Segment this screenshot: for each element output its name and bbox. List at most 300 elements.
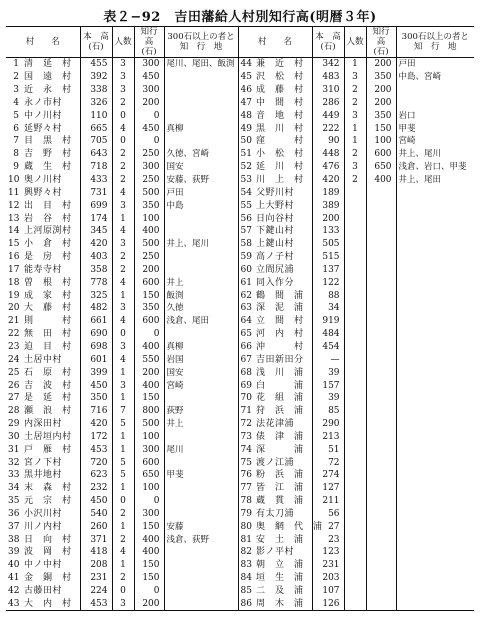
- village-name: 皆 江 浦: [256, 483, 304, 494]
- holders-value: [164, 546, 238, 559]
- ninzu-value: 3: [112, 58, 134, 71]
- kokudaka-value: 716: [80, 405, 112, 418]
- header-kokudaka: 本 高 (石): [312, 27, 344, 58]
- village-name: 中ノ川村: [24, 110, 63, 121]
- holders-value: [164, 71, 238, 84]
- holders-value: [396, 597, 474, 610]
- kokudaka-value: 157: [312, 379, 344, 392]
- holders-value: 国安: [164, 161, 238, 174]
- holders-value: 井上、尾川: [164, 238, 238, 251]
- ninzu-value: [344, 482, 366, 495]
- chigyo-value: 600: [366, 148, 396, 161]
- kokudaka-value: 172: [80, 430, 112, 443]
- table-row: [6, 302, 474, 315]
- village-name: 上大野村: [256, 200, 295, 211]
- chigyo-value: 150: [134, 289, 164, 302]
- village-name: 法花津浦: [256, 419, 295, 430]
- row-number: 38: [8, 534, 20, 545]
- row-number: 21: [8, 316, 20, 327]
- chigyo-value: [366, 533, 396, 546]
- holders-value: 尾川: [164, 443, 238, 456]
- kokudaka-value: 698: [80, 341, 112, 354]
- holders-value: [396, 199, 474, 212]
- table-row: [6, 585, 474, 598]
- row-number: 81: [238, 533, 254, 546]
- kokudaka-value: 338: [80, 84, 112, 97]
- chigyo-value: 400: [134, 379, 164, 392]
- row-number: 51: [238, 148, 254, 161]
- holders-value: 戸田: [164, 186, 238, 199]
- kokudaka-value: 778: [80, 276, 112, 289]
- chigyo-value: 450: [134, 71, 164, 84]
- chigyo-value: [366, 238, 396, 251]
- village-name: 川ノ内村: [24, 521, 63, 532]
- ninzu-value: [344, 469, 366, 482]
- ninzu-value: 4: [112, 353, 134, 366]
- village-name: 国 遠 村: [24, 72, 72, 83]
- ninzu-value: [344, 418, 366, 431]
- row-number: 67: [238, 353, 254, 366]
- chigyo-value: 600: [134, 315, 164, 328]
- village-name: 垣 生 浦: [256, 573, 304, 584]
- row-number: 52: [238, 161, 254, 174]
- row-number: 19: [8, 290, 20, 301]
- holders-value: [396, 315, 474, 328]
- village-name: 延野々村: [24, 123, 63, 134]
- holders-value: [396, 212, 474, 225]
- holders-value: [396, 469, 474, 482]
- chigyo-value: 0: [134, 135, 164, 148]
- table-row: [6, 122, 474, 135]
- row-number: 60: [238, 264, 254, 277]
- table-row: [6, 546, 474, 559]
- row-number: 23: [8, 341, 20, 352]
- chigyo-value: [366, 572, 396, 585]
- holders-value: [164, 456, 238, 469]
- holders-value: 久徳: [164, 302, 238, 315]
- row-number: 54: [238, 186, 254, 199]
- table-row: [6, 508, 474, 521]
- village-name: 黒 川 村: [256, 123, 304, 134]
- table-row: [6, 430, 474, 443]
- holders-value: 真柳: [164, 122, 238, 135]
- kokudaka-value: 133: [312, 225, 344, 238]
- holders-value: [396, 572, 474, 585]
- holders-value: [396, 559, 474, 572]
- chigyo-value: 350: [366, 71, 396, 84]
- village-name: 小 倉 村: [24, 239, 72, 250]
- kokudaka-value: 122: [312, 276, 344, 289]
- header-holders: 300石以上の者と 知 行 地: [396, 27, 474, 58]
- kokudaka-value: 389: [312, 199, 344, 212]
- ninzu-value: 3: [344, 71, 366, 84]
- kokudaka-value: 200: [312, 212, 344, 225]
- chigyo-value: 800: [134, 405, 164, 418]
- village-name: 兼 近 村: [256, 59, 304, 70]
- chigyo-value: [366, 546, 396, 559]
- village-name: 是 房 村: [24, 252, 72, 263]
- village-name: 上河原渕村: [24, 226, 72, 237]
- row-number: 31: [8, 444, 20, 455]
- chigyo-value: [366, 482, 396, 495]
- kokudaka-value: 661: [80, 315, 112, 328]
- ninzu-value: 4: [112, 186, 134, 199]
- chigyo-value: [366, 405, 396, 418]
- chigyo-value: 400: [134, 225, 164, 238]
- row-number: 74: [238, 443, 254, 456]
- table-row: [6, 572, 474, 585]
- village-name: 黒井地村: [24, 470, 63, 481]
- chigyo-value: [366, 225, 396, 238]
- ninzu-value: 2: [112, 572, 134, 585]
- ninzu-value: [344, 225, 366, 238]
- village-name: 宮ノ下村: [24, 457, 63, 468]
- kokudaka-value: 27: [312, 520, 344, 533]
- row-number: 22: [8, 329, 20, 340]
- ninzu-value: 3: [112, 341, 134, 354]
- kokudaka-value: 720: [80, 456, 112, 469]
- ninzu-value: 0: [112, 328, 134, 341]
- ninzu-value: [344, 443, 366, 456]
- chigyo-value: 400: [134, 341, 164, 354]
- row-number: 46: [238, 84, 254, 97]
- ninzu-value: 3: [112, 597, 134, 610]
- chigyo-value: 600: [134, 456, 164, 469]
- kokudaka-value: 189: [312, 186, 344, 199]
- holders-value: 井上: [164, 276, 238, 289]
- ninzu-value: 0: [112, 495, 134, 508]
- holders-value: 久徳、宮崎: [164, 148, 238, 161]
- ninzu-value: 2: [344, 174, 366, 187]
- ninzu-value: 2: [112, 251, 134, 264]
- row-number: 78: [238, 495, 254, 508]
- village-name: 清 延 村: [24, 59, 72, 70]
- village-name: 無 田 村: [24, 329, 72, 340]
- row-number: 41: [8, 573, 20, 584]
- row-number: 24: [8, 354, 20, 365]
- kokudaka-value: 420: [80, 238, 112, 251]
- village-name: 中 間 村: [256, 97, 304, 108]
- table-row: [6, 353, 474, 366]
- ninzu-value: 1: [112, 559, 134, 572]
- chigyo-value: [366, 559, 396, 572]
- chigyo-value: 400: [366, 174, 396, 187]
- holders-value: [396, 585, 474, 598]
- table-row: [6, 135, 474, 148]
- ninzu-value: [344, 495, 366, 508]
- holders-value: 甲斐: [396, 122, 474, 135]
- kokudaka-value: 342: [312, 58, 344, 71]
- holders-value: [396, 366, 474, 379]
- kokudaka-value: 718: [80, 161, 112, 174]
- ninzu-value: [344, 585, 366, 598]
- table-row: [6, 276, 474, 289]
- holders-value: [396, 251, 474, 264]
- table-row: [6, 392, 474, 405]
- village-name: 高ノ子村: [256, 252, 295, 263]
- row-number: 4: [13, 97, 19, 108]
- row-number: 76: [238, 469, 254, 482]
- table-row: [6, 71, 474, 84]
- kokudaka-value: 123: [312, 546, 344, 559]
- village-name: 土居中村: [24, 354, 63, 365]
- ninzu-value: [344, 546, 366, 559]
- row-number: 27: [8, 393, 20, 404]
- row-number: 48: [238, 109, 254, 122]
- holders-value: [396, 341, 474, 354]
- chigyo-value: 500: [134, 186, 164, 199]
- ninzu-value: 1: [112, 430, 134, 443]
- kokudaka-value: 231: [80, 572, 112, 585]
- row-number: 55: [238, 199, 254, 212]
- row-number: 83: [238, 559, 254, 572]
- village-name: 金 銅 村: [24, 573, 72, 584]
- ninzu-value: [344, 199, 366, 212]
- holders-value: 岩国: [164, 353, 238, 366]
- row-number: 16: [8, 252, 20, 263]
- village-name: 狩 浜 浦: [256, 406, 304, 417]
- ninzu-value: 1: [112, 482, 134, 495]
- village-name: 沢 松 村: [256, 72, 304, 83]
- ninzu-value: [344, 264, 366, 277]
- village-name: 成 藤 村: [256, 85, 304, 96]
- row-number: 32: [8, 457, 20, 468]
- chigyo-value: [366, 585, 396, 598]
- row-number: 43: [6, 597, 22, 610]
- row-number: 53: [238, 174, 254, 187]
- row-number: 1: [13, 59, 19, 70]
- chigyo-value: 150: [366, 122, 396, 135]
- row-number: 57: [238, 225, 254, 238]
- ninzu-value: 0: [112, 585, 134, 598]
- row-number: 20: [8, 303, 20, 314]
- chigyo-value: 150: [134, 392, 164, 405]
- ninzu-value: 4: [112, 122, 134, 135]
- kokudaka-value: 222: [312, 122, 344, 135]
- holders-value: [396, 405, 474, 418]
- row-number: 56: [238, 212, 254, 225]
- row-number: 44: [238, 58, 254, 71]
- ninzu-value: 3: [112, 379, 134, 392]
- kokudaka-value: 213: [312, 430, 344, 443]
- kokudaka-value: 476: [312, 161, 344, 174]
- village-name: 末 森 村: [24, 483, 72, 494]
- holders-value: 浅倉、岩口、甲斐: [396, 161, 474, 174]
- row-number: 28: [8, 406, 20, 417]
- chigyo-value: [366, 366, 396, 379]
- holders-value: [164, 559, 238, 572]
- kokudaka-value: 433: [80, 174, 112, 187]
- ninzu-value: [344, 392, 366, 405]
- chigyo-value: [366, 353, 396, 366]
- header-village: 村 名: [238, 27, 312, 58]
- ninzu-value: [344, 430, 366, 443]
- chigyo-value: 0: [134, 495, 164, 508]
- kokudaka-value: 286: [312, 97, 344, 110]
- holders-value: 安藤: [164, 520, 238, 533]
- holders-value: 井上: [164, 418, 238, 431]
- chigyo-value: 0: [134, 328, 164, 341]
- kokudaka-value: 126: [312, 597, 344, 610]
- holders-value: [396, 225, 474, 238]
- kokudaka-value: 325: [80, 289, 112, 302]
- ninzu-value: [344, 533, 366, 546]
- table-row: [6, 559, 474, 572]
- village-name: 吉田新田分: [256, 354, 304, 365]
- header-chigyo: 知行高 (石): [134, 27, 164, 58]
- village-name: 出 目 村: [24, 200, 72, 211]
- holders-value: 中島: [164, 199, 238, 212]
- kokudaka-value: 399: [80, 366, 112, 379]
- row-number: 30: [8, 431, 20, 442]
- table-row: [6, 148, 474, 161]
- chigyo-value: [366, 456, 396, 469]
- holders-value: [396, 353, 474, 366]
- ninzu-value: [344, 597, 366, 610]
- kokudaka-value: 453: [80, 597, 112, 610]
- row-number: 35: [8, 496, 20, 507]
- village-name: 川 上 村: [256, 175, 304, 186]
- village-name: 影ノ平村: [256, 547, 295, 558]
- header-chigyo: 知行高 (石): [366, 27, 396, 58]
- kokudaka-value: 403: [80, 251, 112, 264]
- holders-value: 井上、尾川: [396, 148, 474, 161]
- table-row: [6, 366, 474, 379]
- kokudaka-value: 665: [80, 122, 112, 135]
- row-number: 82: [238, 546, 254, 559]
- ninzu-value: 3: [344, 109, 366, 122]
- kokudaka-value: 358: [80, 264, 112, 277]
- holders-value: 尾川、尾田、飯渕: [164, 58, 238, 71]
- row-number: 61: [238, 276, 254, 289]
- chigyo-value: [366, 212, 396, 225]
- ninzu-value: 2: [112, 533, 134, 546]
- chigyo-value: [366, 276, 396, 289]
- ninzu-value: [344, 289, 366, 302]
- holders-value: [164, 84, 238, 97]
- village-name: 岩 谷 村: [24, 213, 72, 224]
- chigyo-value: 250: [134, 174, 164, 187]
- holders-value: [164, 264, 238, 277]
- chigyo-value: 400: [134, 546, 164, 559]
- ninzu-value: [344, 572, 366, 585]
- kokudaka-value: 448: [312, 148, 344, 161]
- ninzu-value: [344, 251, 366, 264]
- holders-value: [396, 97, 474, 110]
- ninzu-value: [344, 559, 366, 572]
- ninzu-value: [344, 341, 366, 354]
- kokudaka-value: 23: [312, 533, 344, 546]
- kokudaka-value: 482: [80, 302, 112, 315]
- row-number: 59: [238, 251, 254, 264]
- ninzu-value: 1: [112, 443, 134, 456]
- kokudaka-value: —: [312, 353, 344, 366]
- village-name: 深 泥 浦: [256, 303, 304, 314]
- kokudaka-value: 484: [312, 328, 344, 341]
- ninzu-value: [344, 302, 366, 315]
- kokudaka-value: 450: [80, 495, 112, 508]
- table-row: [6, 225, 474, 238]
- holders-value: [396, 238, 474, 251]
- row-number: 33: [8, 470, 20, 481]
- ninzu-value: 1: [112, 289, 134, 302]
- ninzu-value: [344, 328, 366, 341]
- kokudaka-value: 690: [80, 328, 112, 341]
- village-name: 内深田村: [24, 419, 63, 430]
- village-name: 白 浦: [256, 380, 304, 391]
- village-name: 蔵 貫 浦: [256, 496, 304, 507]
- kokudaka-value: 208: [80, 559, 112, 572]
- table-row: [6, 289, 474, 302]
- village-name: 奥ノ川村: [24, 175, 63, 186]
- table-row: [6, 341, 474, 354]
- holders-value: 安藤、荻野: [164, 174, 238, 187]
- holders-value: 宮崎: [396, 135, 474, 148]
- ninzu-value: 3: [112, 199, 134, 212]
- row-number: 79: [238, 508, 254, 521]
- row-number: 13: [8, 213, 20, 224]
- chigyo-value: 600: [134, 276, 164, 289]
- ninzu-value: 5: [112, 418, 134, 431]
- row-number: 2: [13, 72, 19, 83]
- kokudaka-value: 260: [80, 520, 112, 533]
- chigyo-value: [366, 520, 396, 533]
- chigyo-value: [366, 418, 396, 431]
- kokudaka-value: 39: [312, 366, 344, 379]
- ninzu-value: 1: [112, 520, 134, 533]
- kokudaka-value: 420: [80, 418, 112, 431]
- holders-value: 飯渕: [164, 289, 238, 302]
- chigyo-value: 650: [366, 161, 396, 174]
- ninzu-value: 1: [344, 58, 366, 71]
- kokudaka-value: 85: [312, 405, 344, 418]
- row-number: 18: [8, 277, 20, 288]
- chigyo-value: 250: [134, 251, 164, 264]
- village-name: 鶴 間 浦: [256, 290, 304, 301]
- row-number: 77: [238, 482, 254, 495]
- ninzu-value: 3: [112, 84, 134, 97]
- row-number: 86: [238, 597, 254, 610]
- table-row: [6, 212, 474, 225]
- ninzu-value: [344, 520, 366, 533]
- row-number: 7: [13, 136, 19, 147]
- row-number: 9: [13, 162, 19, 173]
- village-name: 則 村: [24, 316, 72, 327]
- kokudaka-value: 449: [312, 109, 344, 122]
- village-name: 粉 浜 浦: [256, 470, 304, 481]
- kokudaka-value: 274: [312, 469, 344, 482]
- row-number: 39: [8, 547, 20, 558]
- holders-value: 浅倉、荻野: [164, 533, 238, 546]
- village-name: 窪 村: [256, 136, 304, 147]
- table-row: [6, 379, 474, 392]
- kokudaka-value: 326: [80, 97, 112, 110]
- holders-value: 岩口: [396, 109, 474, 122]
- ninzu-value: [344, 315, 366, 328]
- village-name: 吉 野 村: [24, 149, 72, 160]
- chigyo-value: 200: [134, 366, 164, 379]
- holders-value: 中島、宮崎: [396, 71, 474, 84]
- kokudaka-value: 731: [80, 186, 112, 199]
- holders-value: 井上、尾田: [396, 174, 474, 187]
- chigyo-value: 300: [134, 58, 164, 71]
- holders-value: [396, 482, 474, 495]
- table-row: [6, 418, 474, 431]
- table-row: [6, 482, 474, 495]
- table-row: [6, 533, 474, 546]
- ninzu-value: [344, 276, 366, 289]
- chigyo-value: [366, 469, 396, 482]
